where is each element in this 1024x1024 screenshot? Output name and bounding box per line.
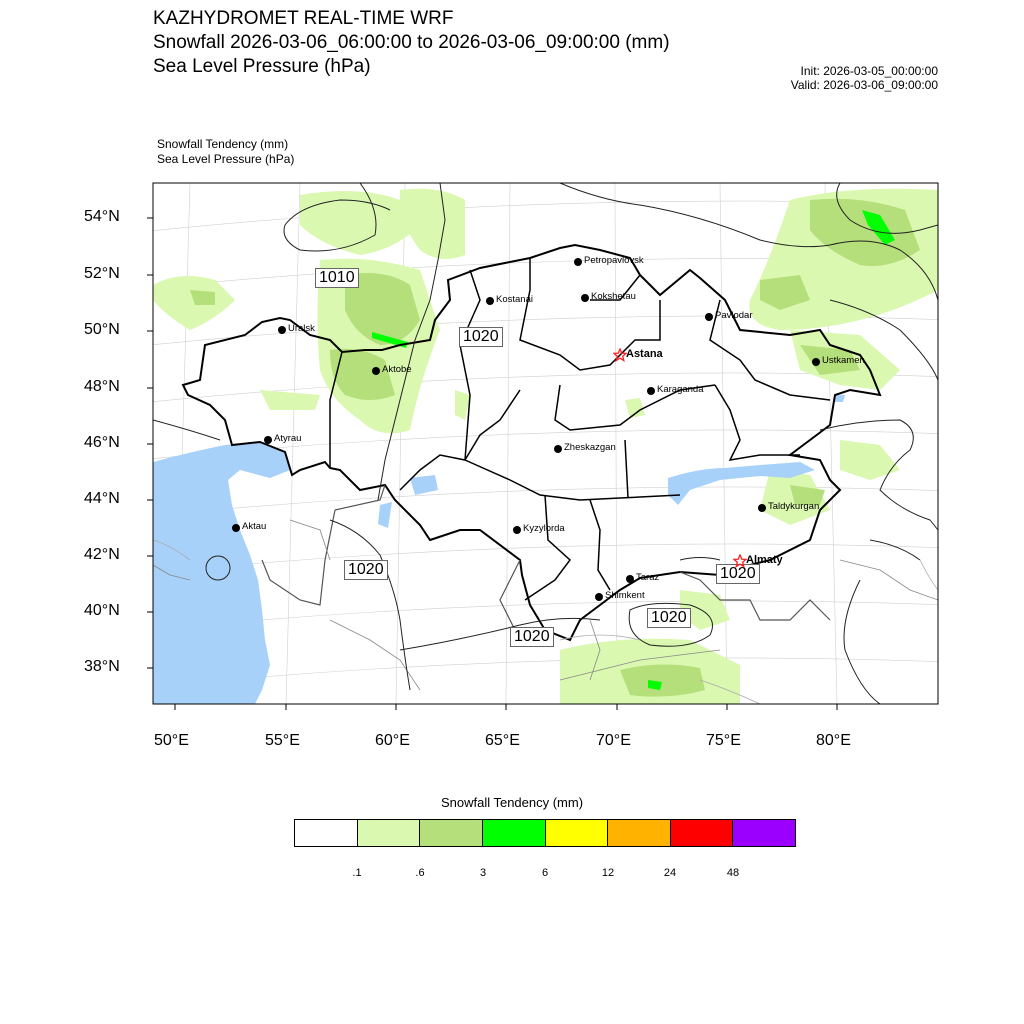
colorbar-swatch xyxy=(607,819,671,847)
lon-label: 75°E xyxy=(706,732,741,749)
title-line-2: Snowfall 2026-03-06_06:00:00 to 2026-03-06_09:00:00 (mm) xyxy=(153,32,670,53)
colorbar-swatch xyxy=(294,819,358,847)
isobar-label: 1020 xyxy=(716,564,760,584)
lon-label: 50°E xyxy=(154,732,189,749)
init-time: Init: 2026-03-05_00:00:00 xyxy=(800,64,938,78)
colorbar-swatch xyxy=(357,819,421,847)
city-dot-icon xyxy=(278,326,286,334)
isobar-label: 1020 xyxy=(510,627,554,647)
city-dot-icon xyxy=(513,526,521,534)
city-dot-icon xyxy=(554,445,562,453)
title-line-1: KAZHYDROMET REAL-TIME WRF xyxy=(153,8,454,29)
lat-label: 46°N xyxy=(84,434,120,451)
lat-label: 52°N xyxy=(84,265,120,282)
colorbar-swatch xyxy=(419,819,483,847)
city-label: Karaganda xyxy=(657,384,704,395)
city-label: Aktobe xyxy=(382,364,412,375)
lon-label: 55°E xyxy=(265,732,300,749)
lon-label: 70°E xyxy=(596,732,631,749)
colorbar-swatch xyxy=(482,819,546,847)
city-dot-icon xyxy=(705,313,713,321)
city-label: Uralsk xyxy=(288,323,315,334)
city-label: Kostanai xyxy=(496,294,533,305)
city-dot-icon xyxy=(758,504,766,512)
colorbar-swatch xyxy=(732,819,796,847)
city-label: Ustkamen xyxy=(822,355,865,366)
isobar-label: 1020 xyxy=(459,327,503,347)
city-label: Shimkent xyxy=(605,590,645,601)
valid-time: Valid: 2026-03-06_09:00:00 xyxy=(790,78,938,92)
city-label: Zheskazgan xyxy=(564,442,616,453)
lat-label: 40°N xyxy=(84,602,120,619)
colorbar-tick: .6 xyxy=(415,867,425,879)
isobar-label: 1020 xyxy=(344,560,388,580)
colorbar-title: Snowfall Tendency (mm) xyxy=(440,795,584,810)
city-label: Astana xyxy=(626,348,663,360)
city-label: Kyzylorda xyxy=(523,523,565,534)
city-label: Taraz xyxy=(636,572,660,583)
city-dot-icon xyxy=(626,575,634,583)
city-dot-icon xyxy=(581,294,589,302)
lat-label: 42°N xyxy=(84,546,120,563)
lat-label: 54°N xyxy=(84,208,120,225)
lat-label: 48°N xyxy=(84,378,120,395)
subtitle-slp: Sea Level Pressure (hPa) xyxy=(157,152,295,166)
city-label: Kokshetau xyxy=(591,291,636,302)
lat-label: 44°N xyxy=(84,490,120,507)
colorbar-tick: 6 xyxy=(541,867,549,879)
city-dot-icon xyxy=(812,358,820,366)
city-label: Petropavlovsk xyxy=(584,255,644,266)
lon-label: 65°E xyxy=(485,732,520,749)
city-dot-icon xyxy=(595,593,603,601)
city-dot-icon xyxy=(264,436,272,444)
lat-label: 50°N xyxy=(84,321,120,338)
capital-star-icon xyxy=(733,554,747,568)
colorbar-tick: 3 xyxy=(479,867,487,879)
subtitle-snowfall: Snowfall Tendency (mm) xyxy=(157,137,289,151)
city-dot-icon xyxy=(647,387,655,395)
colorbar-tick: 12 xyxy=(601,867,615,879)
colorbar-swatch xyxy=(545,819,609,847)
colorbar-tick: 24 xyxy=(663,867,677,879)
isobar-label: 1020 xyxy=(647,608,691,628)
colorbar xyxy=(295,819,796,847)
capital-star-icon xyxy=(613,348,627,362)
city-label: Pavlodar xyxy=(715,310,753,321)
city-label: Aktau xyxy=(242,521,267,532)
colorbar-swatch xyxy=(670,819,734,847)
colorbar-tick: .1 xyxy=(352,867,362,879)
colorbar-tick: 48 xyxy=(726,867,740,879)
lat-label: 38°N xyxy=(84,658,120,675)
isobar-label: 1010 xyxy=(315,268,359,288)
city-label: Taldykurgan xyxy=(768,501,820,512)
isobars-faint xyxy=(153,540,938,704)
lon-label: 80°E xyxy=(816,732,851,749)
city-dot-icon xyxy=(574,258,582,266)
city-label: Atyrau xyxy=(274,433,302,444)
lon-label: 60°E xyxy=(375,732,410,749)
city-dot-icon xyxy=(232,524,240,532)
city-label: Almaty xyxy=(746,554,783,566)
city-dot-icon xyxy=(372,367,380,375)
title-line-3: Sea Level Pressure (hPa) xyxy=(153,56,371,77)
minor-boundaries xyxy=(153,520,938,690)
city-dot-icon xyxy=(486,297,494,305)
